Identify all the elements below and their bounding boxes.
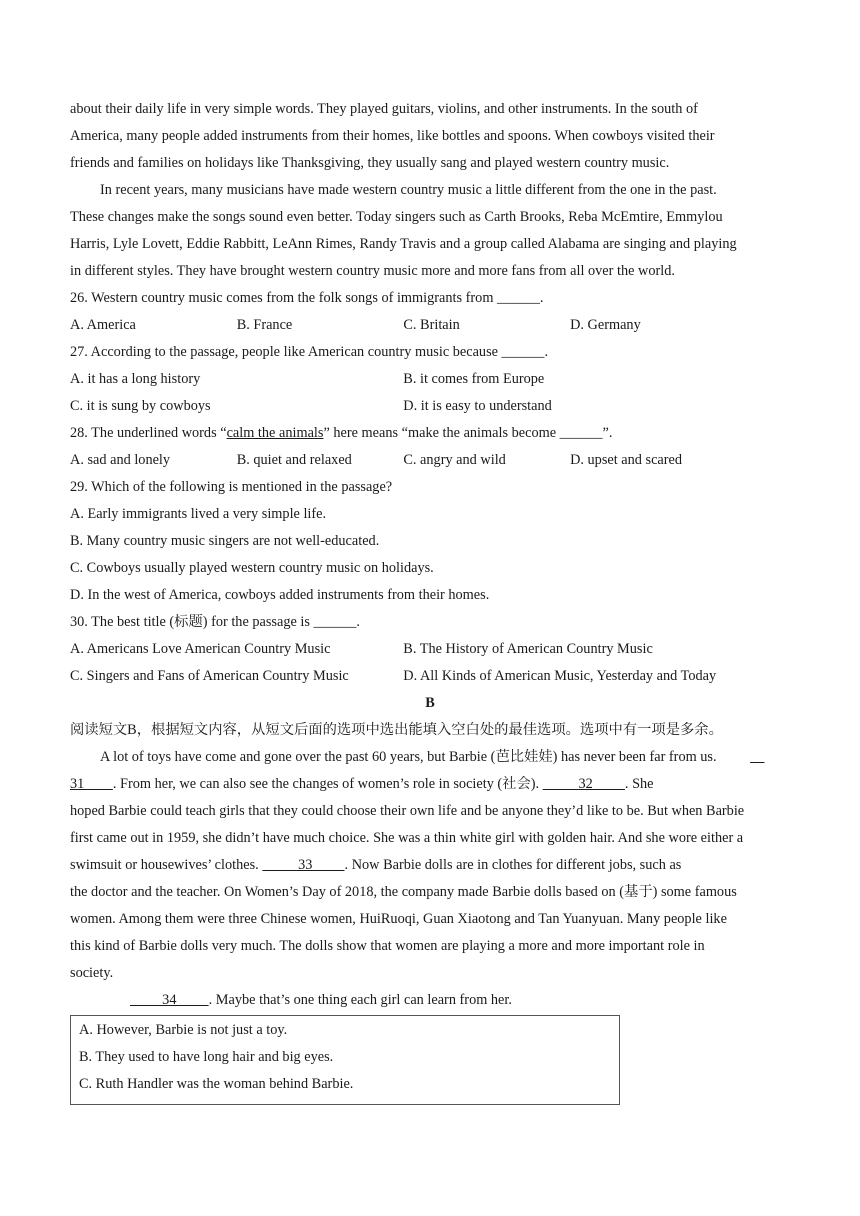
option-b[interactable]: B. France xyxy=(236,317,293,333)
text-segment: A lot of toys have come and gone over the past 60 years, but Barbie (芭比娃娃) has never been far from us. xyxy=(100,749,717,765)
question-30-options-row-1 xyxy=(70,636,790,663)
stem-text: 28. The underlined words “ xyxy=(70,425,227,441)
option-b[interactable]: B. quiet and relaxed xyxy=(236,452,352,468)
text-segment: swimsuit or housewives’ clothes. xyxy=(70,857,259,873)
option-d[interactable]: D. All Kinds of American Music, Yesterday and Today xyxy=(403,668,717,684)
option-d[interactable]: D. it is easy to understand xyxy=(403,398,552,414)
text-line: Harris, Lyle Lovett, Eddie Rabbitt, LeAnn Rimes, Randy Travis and a group called Alabama are singing and playing xyxy=(70,236,737,252)
text-line: about their daily life in very simple words. They played guitars, violins, and other instruments. In the south of xyxy=(70,101,698,117)
stem-text: ” here means “make the animals become ______”. xyxy=(323,425,613,441)
text-segment: . She xyxy=(624,776,654,792)
underlined-words: calm the animals xyxy=(226,425,324,441)
question-28-options xyxy=(70,447,790,474)
question-29-stem: 29. Which of the following is mentioned in the passage? xyxy=(70,479,393,495)
text-line: first came out in 1959, she didn’t have much choice. She was a thin white girl with golden hair. And she wore either a xyxy=(70,830,744,846)
text-line xyxy=(70,987,790,1014)
box-option-a[interactable]: A. However, Barbie is not just a toy. xyxy=(79,1022,288,1038)
option-c[interactable]: C. Singers and Fans of American Country Music xyxy=(70,668,349,684)
option-c[interactable]: C. Cowboys usually played western country music on holidays. xyxy=(70,560,434,576)
text-segment: . Now Barbie dolls are in clothes for different jobs, such as xyxy=(344,857,682,873)
text-line xyxy=(70,852,790,879)
question-28-stem xyxy=(70,420,790,447)
option-c[interactable]: C. Britain xyxy=(403,317,460,333)
option-b[interactable]: B. Many country music singers are not well-educated. xyxy=(70,533,380,549)
option-a[interactable]: A. America xyxy=(70,317,136,333)
passage-a-paragraph-2 xyxy=(70,177,790,285)
text-line: women. Among them were three Chinese women, HuiRuoqi, Guan Xiaotong and Tan Yuanyuan. Many people like xyxy=(70,911,727,927)
passage-b xyxy=(70,744,790,1014)
text-line: in different styles. They have brought western country music more and more fans from all over the world. xyxy=(70,263,675,279)
question-30-options-row-2 xyxy=(70,663,790,690)
text-line xyxy=(70,771,790,798)
text-line: hoped Barbie could teach girls that they could choose their own life and be anyone they’d like to be. But when Barbie xyxy=(70,803,745,819)
text-segment: . Maybe that’s one thing each girl can learn from her. xyxy=(208,992,512,1008)
text-line: society. xyxy=(70,965,114,981)
option-b[interactable]: B. The History of American Country Music xyxy=(403,641,653,657)
question-26-options xyxy=(70,312,790,339)
text-segment: . From her, we can also see the changes of women’s role in society (社会). xyxy=(112,776,540,792)
section-b-heading: B xyxy=(425,695,435,711)
question-30-stem: 30. The best title (标题) for the passage is ______. xyxy=(70,614,360,630)
option-a[interactable]: A. Early immigrants lived a very simple life. xyxy=(70,506,327,522)
text-line xyxy=(70,744,790,771)
box-option-b[interactable]: B. They used to have long hair and big eyes. xyxy=(79,1049,334,1065)
box-option-c[interactable]: C. Ruth Handler was the woman behind Barbie. xyxy=(79,1076,354,1092)
blank-31[interactable]: 31 xyxy=(70,776,113,792)
text-line: the doctor and the teacher. On Women’s Day of 2018, the company made Barbie dolls based on (基于) some famous xyxy=(70,884,737,900)
question-27-options-row-2 xyxy=(70,393,790,420)
option-a[interactable]: A. it has a long history xyxy=(70,371,201,387)
blank-33[interactable]: 33 xyxy=(262,857,345,873)
text-line: friends and families on holidays like Thanksgiving, they usually sang and played western country music. xyxy=(70,155,670,171)
option-c[interactable]: C. angry and wild xyxy=(403,452,506,468)
text-line: America, many people added instruments from their homes, like bottles and spoons. When cowboys visited their xyxy=(70,128,715,144)
blank-31-start[interactable] xyxy=(720,744,764,771)
blank-32[interactable]: 32 xyxy=(542,776,625,792)
option-a[interactable]: A. Americans Love American Country Music xyxy=(70,641,331,657)
section-b-instruction: 阅读短文B，根据短文内容，从短文后面的选项中选出能填入空白处的最佳选项。选项中有一项是多余。 xyxy=(70,722,723,738)
option-a[interactable]: A. sad and lonely xyxy=(70,452,171,468)
question-27-options-row-1 xyxy=(70,366,790,393)
option-b[interactable]: B. it comes from Europe xyxy=(403,371,545,387)
document-content xyxy=(70,96,790,1105)
text-line: this kind of Barbie dolls very much. The dolls show that women are playing a more and more important role in xyxy=(70,938,705,954)
text-line: These changes make the songs sound even better. Today singers such as Carth Brooks, Reba McEmtire, Emmylou xyxy=(70,209,723,225)
blank-34[interactable]: 34 xyxy=(130,992,209,1008)
question-26-stem: 26. Western country music comes from the folk songs of immigrants from ______. xyxy=(70,290,544,306)
question-27-stem: 27. According to the passage, people like American country music because ______. xyxy=(70,344,549,360)
option-c[interactable]: C. it is sung by cowboys xyxy=(70,398,211,414)
text-line: In recent years, many musicians have made western country music a little different from the one in the past. xyxy=(100,182,717,198)
option-d[interactable]: D. Germany xyxy=(570,317,641,333)
passage-a-paragraph-1 xyxy=(70,96,790,177)
option-d[interactable]: D. In the west of America, cowboys added instruments from their homes. xyxy=(70,587,490,603)
option-d[interactable]: D. upset and scared xyxy=(570,452,683,468)
options-box xyxy=(70,1015,620,1105)
